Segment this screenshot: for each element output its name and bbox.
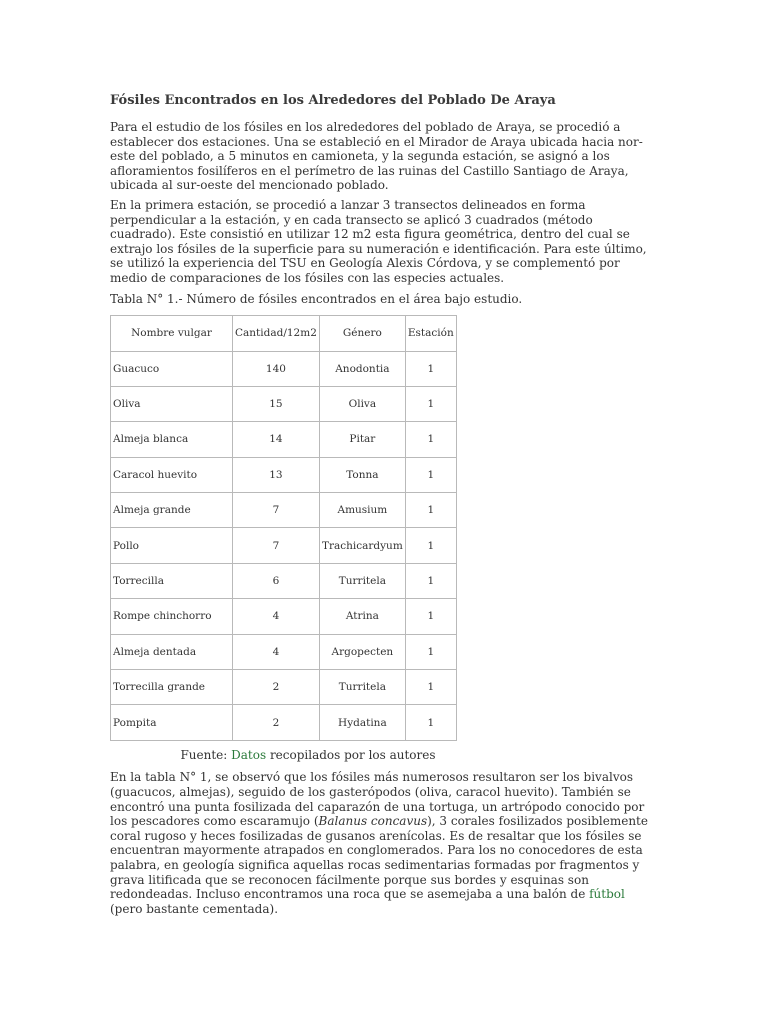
- header-estacion: Estación: [405, 316, 456, 351]
- cell-cantidad: 13: [233, 457, 320, 492]
- futbol-link[interactable]: fútbol: [589, 887, 625, 902]
- cell-cantidad: 2: [233, 670, 320, 705]
- discussion-text-3: (pero bastante cementada).: [110, 901, 279, 916]
- cell-estacion: 1: [405, 386, 456, 421]
- cell-cantidad: 14: [233, 422, 320, 457]
- table-row: [111, 599, 457, 634]
- table-row: [111, 634, 457, 669]
- cell-nombre-vulgar: Oliva: [111, 386, 233, 421]
- cell-nombre-vulgar: Almeja grande: [111, 493, 233, 528]
- table-row: [111, 386, 457, 421]
- document-page: [110, 92, 658, 921]
- cell-estacion: 1: [405, 563, 456, 598]
- cell-nombre-vulgar: Almeja dentada: [111, 634, 233, 669]
- cell-genero: Anodontia: [319, 351, 405, 386]
- cell-estacion: 1: [405, 599, 456, 634]
- cell-nombre-vulgar: Torrecilla: [111, 563, 233, 598]
- cell-estacion: 1: [405, 422, 456, 457]
- cell-nombre-vulgar: Almeja blanca: [111, 422, 233, 457]
- cell-genero: Trachicardyum: [319, 528, 405, 563]
- cell-nombre-vulgar: Pollo: [111, 528, 233, 563]
- cell-nombre-vulgar: Pompita: [111, 705, 233, 740]
- cell-cantidad: 4: [233, 599, 320, 634]
- cell-estacion: 1: [405, 457, 456, 492]
- header-cantidad: Cantidad/12m2: [233, 316, 320, 351]
- table-row: [111, 705, 457, 740]
- cell-estacion: 1: [405, 705, 456, 740]
- cell-genero: Pitar: [319, 422, 405, 457]
- table-row: [111, 563, 457, 598]
- cell-genero: Amusium: [319, 493, 405, 528]
- cell-estacion: 1: [405, 670, 456, 705]
- cell-genero: Hydatina: [319, 705, 405, 740]
- header-genero: Género: [319, 316, 405, 351]
- intro-paragraph: Para el estudio de los fósiles en los alrededores del poblado de Araya, se procedió a establecer dos estaciones. Una se estableció en el Mirador de Araya ubicada hacia nor-este del poblado, a 5 minutos en camioneta, y la segunda estación, se asignó a los afloramientos fosilíferos en el perímetro de las ruinas del Castillo Santiago de Araya, ubicada al sur-oeste del mencionado poblado.: [110, 120, 643, 193]
- cell-genero: Tonna: [319, 457, 405, 492]
- table-row: [111, 457, 457, 492]
- cell-cantidad: 7: [233, 528, 320, 563]
- cell-genero: Atrina: [319, 599, 405, 634]
- table-row: [111, 422, 457, 457]
- cell-estacion: 1: [405, 528, 456, 563]
- cell-cantidad: 4: [233, 634, 320, 669]
- cell-genero: Oliva: [319, 386, 405, 421]
- discussion-text-2: ), 3 corales fosilizados posiblemente coral rugoso y heces fosilizadas de gusanos arenícolas. Es de resaltar que los fósiles se encuentran mayormente atrapados en conglomerados. Para los no conocedores de esta palabra, en geología significa aquellas rocas sedimentarias formadas por fragmentos y grava litificada que se reconocen fácilmente porque sus bordes y esquinas son redondeadas. Incluso encontramos una roca que se asemejaba a una balón de: [110, 814, 648, 902]
- cell-nombre-vulgar: Caracol huevito: [111, 457, 233, 492]
- cell-estacion: 1: [405, 634, 456, 669]
- table-row: [111, 351, 457, 386]
- cell-genero: Argopecten: [319, 634, 405, 669]
- source-prefix: Fuente:: [180, 747, 232, 762]
- cell-nombre-vulgar: Rompe chinchorro: [111, 599, 233, 634]
- cell-genero: Turritela: [319, 670, 405, 705]
- cell-cantidad: 2: [233, 705, 320, 740]
- header-nombre-vulgar: Nombre vulgar: [111, 316, 233, 351]
- discussion-paragraph: [110, 770, 658, 916]
- table-row: [111, 528, 457, 563]
- cell-cantidad: 7: [233, 493, 320, 528]
- table-caption: Tabla N° 1.- Número de fósiles encontrados en el área bajo estudio.: [110, 291, 523, 306]
- species-name: Balanus concavus: [318, 814, 428, 829]
- table-header-row: [111, 316, 457, 351]
- table-source: [110, 748, 506, 763]
- method-paragraph: En la primera estación, se procedió a lanzar 3 transectos delineados en forma perpendicular a la estación, y en cada transecto se aplicó 3 cuadrados (método cuadrado). Este consistió en utilizar 12 m2 esta figura geométrica, dentro del cual se extrajo los fósiles de la superficie para su numeración e identificación. Para este último, se utilizó la experiencia del TSU en Geología Alexis Córdova, y se complementó por medio de comparaciones de los fósiles con las especies actuales.: [110, 197, 647, 285]
- table-row: [111, 670, 457, 705]
- cell-nombre-vulgar: Guacuco: [111, 351, 233, 386]
- source-suffix: recopilados por los autores: [266, 747, 436, 762]
- cell-genero: Turritela: [319, 563, 405, 598]
- cell-cantidad: 6: [233, 563, 320, 598]
- cell-estacion: 1: [405, 351, 456, 386]
- cell-nombre-vulgar: Torrecilla grande: [111, 670, 233, 705]
- discussion-text-1: En la tabla N° 1, se observó que los fósiles más numerosos resultaron ser los bivalvos (guacucos, almejas), seguido de los gasterópodos (oliva, caracol huevito). También se encontró una punta fosilizada del caparazón de una tortuga, un artrópodo conocido por los pescadores como escaramujo (: [110, 770, 645, 829]
- cell-estacion: 1: [405, 493, 456, 528]
- table-row: [111, 493, 457, 528]
- source-datos-link[interactable]: Datos: [231, 747, 267, 762]
- fossil-table-body: [111, 316, 457, 741]
- cell-cantidad: 140: [233, 351, 320, 386]
- cell-cantidad: 15: [233, 386, 320, 421]
- fossil-table: [110, 315, 457, 741]
- document-title: Fósiles Encontrados en los Alrededores del Poblado De Araya: [110, 93, 556, 108]
